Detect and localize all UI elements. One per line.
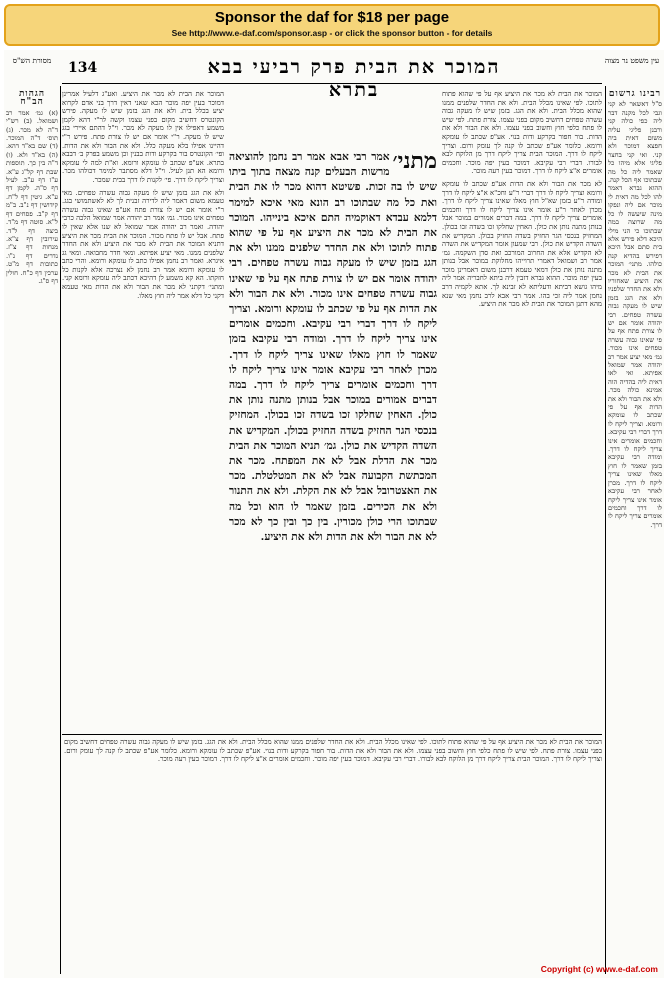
tosafot-text: המוכר את הבית לא מכר את היציע. ואע"ג דלעיל אמרינן דמוכר בעין יפה מוכר הכא שאני דאין דרך בני אדם לקרוא יציע בכלל בית. ולא את הגג בזמן שיש לו מעקה. פירש הקונטרס דחשיב מקום בפני עצמו וקשה לר"י דהא לקמן משמע דאפילו אין לו מעקה לא מכר. וי"ל דהתם איירי בגג שיש לו מעקה. ר"י אומר אם יש לו צורת פתח. פירש ר"י דהיינו אפילו בלא מעקה כלל. ולא את הבור ולא את הדות. ופי׳ הקונטרס בור בקרקע ודות בבנין וכן משמע בפרק ב׳ דבבא בתרא. אע"פ שכתב לו עומקא ורומא. וא"ת למה לי עומקא ורומא הא תנן לעיל. וי"ל דלא מסתבר למימר דכולהו מכר. וצריך ליקח לו דרך. פי׳ לקנות לו דרך בבית שמכר. [62,90,224,184]
middle-left-text: ולא את הגג בזמן שיש לו מעקה גבוה עשרה טפחים. מאי טעמא משום דאמר ליה לדירה זבנית לך לא לאשתמושי בגג. ר"י אומר אם יש לו צורת פתח אע"פ שאינו גבוה עשרה טפחים אינו מכור. גמ׳ אמר רב יהודה אמר שמואל הלכה כרבי יהודה. ואמר רב יהודה אמר שמואל לא שנו אלא שאין לו פתח. אבל יש לו פתח מכור. המוכר את הבית מכר את היציע דתניא המוכר את הבית לא מכר את היציע ולא את החדר שלפנים ממנו. מאי יציע אפיתא. ומאי חדר מחבואה. ומאי גג איגרא. ואמר רב נחמן אפילו כתב לו עומקא ורומא. והרי כתב לו עומקא ורומא אמר רב נחמן לא נצרכה אלא לקנות כל חזקתו. הא קא משמע לן דהיכא דכתב ליה עומקא ורומא קני. ומתני׳ דקתני לא מכר את הבור ולא את הדות מאי טעמא דקני כל דלא אמר ליה חוץ מאלו. [62,188,224,300]
main-section-marker: מתני׳ [392,150,437,174]
rabbeinu-gershom-text: ס"ל דאשאר לא קני וגבי לכל מקנה דבר ליה כפי כולה קני ורבנן פליגי עליה משום דאית ביה חפצא דמוכר ולא קני. ואי קני בחצר פליגי אלא מיהו כל שאמר ליה כל מה שבתוכו אף הכל קנה. ההוא גברא דאמר להו לכל מה דאית לי מוכר אם ליה ונפקו מינה שיעשה לו כל מה שרוצה במה שבתוכו כי הני מילי היכא דלא פירש אלא בית סתם אבל היכא דפירש בהדיא קנה כולהו. מתני׳ המוכר את הבית לא מכר את היציע שאחוריו ולא את החדר שלפניו ולא את הגג בזמן שיש לו מעקה גבוה עשרה טפחים. רבי יהודה אומר אם יש לו צורת פתח אף על פי שאינו גבוה עשרה טפחים אינו מכור. גמ׳ מאי יציע אמר רב יהודה אמר שמואל אפיתא. ואי לאו דאית ליה בהדיה הוה אמינא כולה מכר. ולא את הבור ולא את הדות אף על פי שכתב לו עומקא ורומא. וצריך ליקח לו דרך דברי רבי עקיבא. וחכמים אומרים אינו צריך ליקח לו דרך. ומודה רבי עקיבא בזמן שאמר לו חוץ מאלו שאינו צריך ליקח לו דרך. מכרן לאחר רבי עקיבא אומר אינו צריך ליקח לו דרך וחכמים אומרים צריך ליקח לו דרך. [608,100,662,529]
tosafot-column [62,90,224,730]
rabbeinu-gershom-label: רבינו גרשום [608,89,662,99]
column-divider-left [60,86,61,974]
bottom-commentary [64,738,602,972]
header-left-note: מסורת הש"ס [12,56,52,65]
middle-right-text: לא מכר את הבור ולא את הדות אע"פ שכתב לו עומקא ורומא וצריך ליקח לו דרך דברי ר"ע וחכ"א א"צ ליקח לו דרך ומודה ר"ע בזמן שא"ל חוץ מאלו שאינו צריך ליקח לו דרך. מכרן לאחר ר"ע אומר אינו צריך ליקח לו דרך וחכמים אומרים צריך ליקח לו דרך. במה דברים אמורים במוכר אבל בנותן מתנה נותן את כולן. האחין שחלקו זכו בשדה זכו בכולן. המחזיק בנכסי הגר החזיק בשדה החזיק בכולן. המקדיש את השדה הקדיש את כולן. רבי שמעון אומר המקדיש את השדה לא הקדיש אלא את החרוב המורכב ואת סדן השקמה. גמ׳ אמר רב ושמואל דאמרי תרוייהו מחלוקת במוכר אבל בנותן מתנה נותן את כולן דמאי טעמא דרבנן משום דאמרינן מוכר בעין יפה מוכר. ההוא גברא דזבין ליה ביתא לחבריה אמר ליה מיהו גושא דביתא ודעליתא לא זבינא לך. אתא לקמיה דרב נחמן אמר ליה זכי בהו. אמר רבי אבא לרב נחמן מאי שנא מהא דתנן המוכר את הבית לא מכר את היציע. [442,179,602,309]
sponsor-banner[interactable] [4,4,660,46]
hagahot-text: (א) גמ׳ אמר רב ושמואל. (ב) רש"י ד"ה לא מכר. (ג) תוס׳ ד"ה המוכר. (ד) שם בא"ד דהא. (ה) בא"ד ולא. (ו) ד"ה בין כך. תוספות שבת דף קל"ג ע"א. ע"ז דף ע"ב. לעיל דף ס"ה. לקמן דף ע"א. גיטין דף ל"ח. קידושין דף נ"ב. ב"מ דף ק"ב. פסחים דף ל"א. סוטה דף מ"ד. ביצה דף ל"ד. עירובין דף צ"א. מנחות דף צ"ז. נדרים דף נ"ו. כתובות דף מ"ט. ערכין דף כ"ח. חולין דף ס"ג. [6,108,58,285]
bottom-commentary-text: המוכר את הבית לא מכר את היציע אף על פי שהוא פתוח לתוכו. לפי שאינו מכלל הבית. ולא את החדר שלפנים ממנו שהוא מכלל הבית. ולא את הגג. בזמן שיש לו מעקה גבוה עשרה טפחים דחשיב מקום בפני עצמו. צורת פתח. לפי שיש לו פתח כלפי חוץ וחשוב בפני עצמו. ולא את הבור ולא את הדות. בור חפור בקרקע ודות בנוי. אע"פ שכתב לו עומקא ורומא. כלומר אע"פ שכתב לו קנה לך עומק ורום. וצריך ליקח לו דרך. המוכר הבית צריך ליקח דרך מן הלוקח לבא לבורו. דברי רבי עקיבא. דמוכר בעין יפה מוכר. וחכמים אומרים א"צ ליקח לו דרך. דמוכר בעין רעה מוכר. [64,738,602,764]
rashi-text: המוכר את הבית לא מכר את היציע אף על פי שהוא פתוח לתוכו. לפי שאינו מכלל הבית. ולא את החדר שלפנים ממנו שהוא מכלל הבית. ולא את הגג. בזמן שיש לו מעקה גבוה עשרה טפחים דחשיב מקום בפני עצמו. צורת פתח. לפי שיש לו פתח כלפי חוץ וחשוב בפני עצמו. ולא את הבור ולא את הדות. בור חפור בקרקע ודות בנוי. אע"פ שכתב לו עומקא ורומא. כלומר אע"פ שכתב לו קנה לך עומק ורום. וצריך ליקח לו דרך. המוכר הבית צריך ליקח דרך מן הלוקח לבא לבורו. דברי רבי עקיבא. דמוכר בעין יפה מוכר. וחכמים אומרים א"צ ליקח לו דרך. דמוכר בעין רעה מוכר. [442,90,602,176]
talmud-page [4,50,664,978]
column-divider-right [605,86,606,974]
rabbeinu-gershom-column [608,86,662,974]
gemara-main-text: אמר רבי אבא אמר רב נחמן להוציאה מרשות הבעלים קנה מצאה בתוך ביתו שיש לו בה זכות. פשיטא דהוא מכר לו את הבית ואת כל מה שבתוכו רב הונא מאי איכא למימר דלמא עבדא דאוקמיה התם איכא בינייהו. המוכר את הבית לא מכר את היציע אף על פי שהוא פתוח לתוכו ולא את החדר שלפנים ממנו ולא את הגג בזמן שיש לו מעקה גבוה עשרה טפחים. רבי יהודה אומר אם יש לו צורת פתח אף על פי שאינו גבוה עשרה טפחים אינו מכור. ולא את הבור ולא את הדות אף על פי שכתב לו עומקא ורומא. וצריך ליקח לו דרך דברי רבי עקיבא. וחכמים אומרים אינו צריך ליקח לו דרך. ומודה רבי עקיבא בזמן שאמר לו חוץ מאלו שאינו צריך ליקח לו דרך. מכרן לאחר רבי עקיבא אומר אינו צריך ליקח לו דרך וחכמים אומרים צריך ליקח לו דרך. במה דברים אמורים במוכר אבל בנותן מתנה נותן את כולן. האחין שחלקו זכו בשדה זכו בכולן. המחזיק בנכסי הגר החזיק בשדה החזיק בכולן. המקדיש את השדה הקדיש את כולן. גמ׳ תניא המוכר את הבית מכר את הדלת אבל לא את המפתח. מכר את המכתשת הקבועה אבל לא את המטלטלת. מכר את האצטרובל אבל לא את הקלת. ולא את התנור ולא את הכירים. בזמן שאמר לו הוא וכל מה שבתוכו הרי כולן מכורין. בין כך ובין כך לא מכר לא את הבור ולא את הדות ולא את היציע. [229,151,437,544]
page-number: 134 [68,60,98,76]
rashi-column [442,90,602,730]
header-right-note: עין משפט נר מצוה [604,56,660,65]
header-rule [62,83,602,84]
bottom-section-rule [62,734,602,735]
copyright-link[interactable]: Copyright (c) www.e-daf.com [540,964,658,974]
hagahot-column [6,86,58,974]
hagahot-label: הגהות הב"ח [18,89,46,108]
page-title: המוכר את הבית פרק רביעי בבא בתרא [207,56,501,101]
sponsor-banner-title[interactable]: Sponsor the daf for $18 per page [214,9,450,26]
sponsor-banner-subtitle[interactable]: See http://www.e-daf.com/sponsor.asp - or click the sponsor button - for details [171,28,493,38]
gemara-main-column [229,150,437,730]
